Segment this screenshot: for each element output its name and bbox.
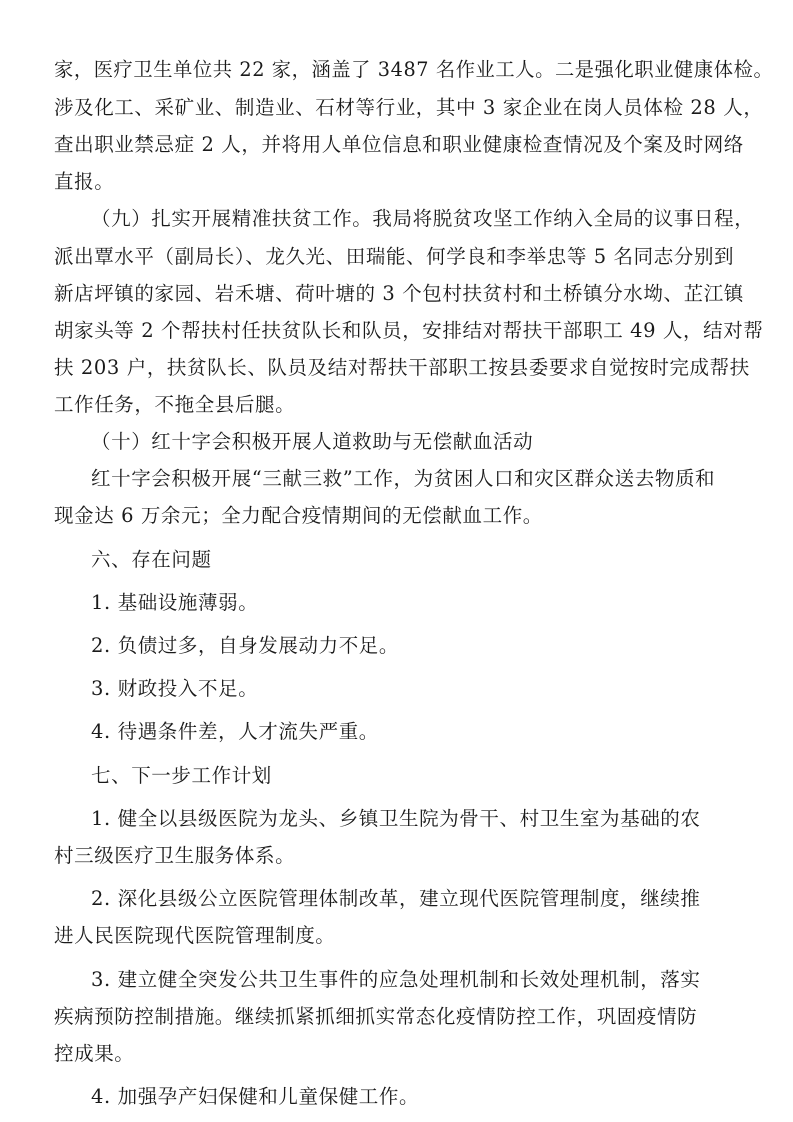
text-line: 现金达 6 万余元；全力配合疫情期间的无偿献血工作。 <box>54 504 543 527</box>
list-item: 2. 负债过多，自身发展动力不足。 <box>91 634 400 657</box>
list-item: 2. 深化县级公立医院管理体制改革，建立现代医院管理制度，继续推 <box>91 887 701 910</box>
list-item: 1. 健全以县级医院为龙头、乡镇卫生院为骨干、村卫生室为基础的农 <box>91 807 701 830</box>
text-line: 扶 203 户，扶贫队长、队员及结对帮扶干部职工按县委要求自觉按时完成帮扶 <box>54 356 750 379</box>
section-heading: （十）红十字会积极开展人道救助与无偿献血活动 <box>91 430 534 453</box>
text-line: 派出覃水平（副局长）、龙久光、田瑞能、何学良和李举忠等 5 名同志分别到 <box>54 245 735 268</box>
section-heading: （九）扎实开展精准扶贫工作。我局将脱贫攻坚工作纳入全局的议事日程， <box>91 207 755 230</box>
list-item: 4. 待遇条件差，人才流失严重。 <box>91 720 379 743</box>
text-line: 涉及化工、采矿业、制造业、石材等行业，其中 3 家企业在岗人员体检 28 人， <box>54 96 764 119</box>
text-line: 控成果。 <box>54 1042 135 1065</box>
text-line: 家，医疗卫生单位共 22 家，涵盖了 3487 名作业工人。二是强化职业健康体检。 <box>54 58 774 81</box>
text-line: 新店坪镇的家园、岩禾塘、荷叶塘的 3 个包村扶贫村和土桥镇分水坳、芷江镇 <box>54 282 744 305</box>
text-line: 查出职业禁忌症 2 人，并将用人单位信息和职业健康检查情况及个案及时网络 <box>54 133 744 156</box>
section-heading: 六、存在问题 <box>91 548 212 571</box>
text-line: 村三级医疗卫生服务体系。 <box>54 844 296 867</box>
text-line: 红十字会积极开展“三献三救”工作，为贫困人口和灾区群众送去物质和 <box>91 467 716 490</box>
list-item: 1. 基础设施薄弱。 <box>91 591 259 614</box>
list-item: 3. 建立健全突发公共卫生事件的应急处理机制和长效处理机制，落实 <box>91 968 701 991</box>
text-line: 直报。 <box>54 170 115 193</box>
list-item: 3. 财政投入不足。 <box>91 677 259 700</box>
text-line: 疾病预防控制措施。继续抓紧抓细抓实常态化疫情防控工作，巩固疫情防 <box>54 1005 698 1028</box>
text-line: 工作任务，不拖全县后腿。 <box>54 393 296 416</box>
list-item: 4. 加强孕产妇保健和儿童保健工作。 <box>91 1085 420 1108</box>
text-line: 进人民医院现代医院管理制度。 <box>54 924 336 947</box>
section-heading: 七、下一步工作计划 <box>91 764 272 787</box>
text-line: 胡家头等 2 个帮扶村任扶贫队长和队员，安排结对帮扶干部职工 49 人，结对帮 <box>54 319 764 342</box>
